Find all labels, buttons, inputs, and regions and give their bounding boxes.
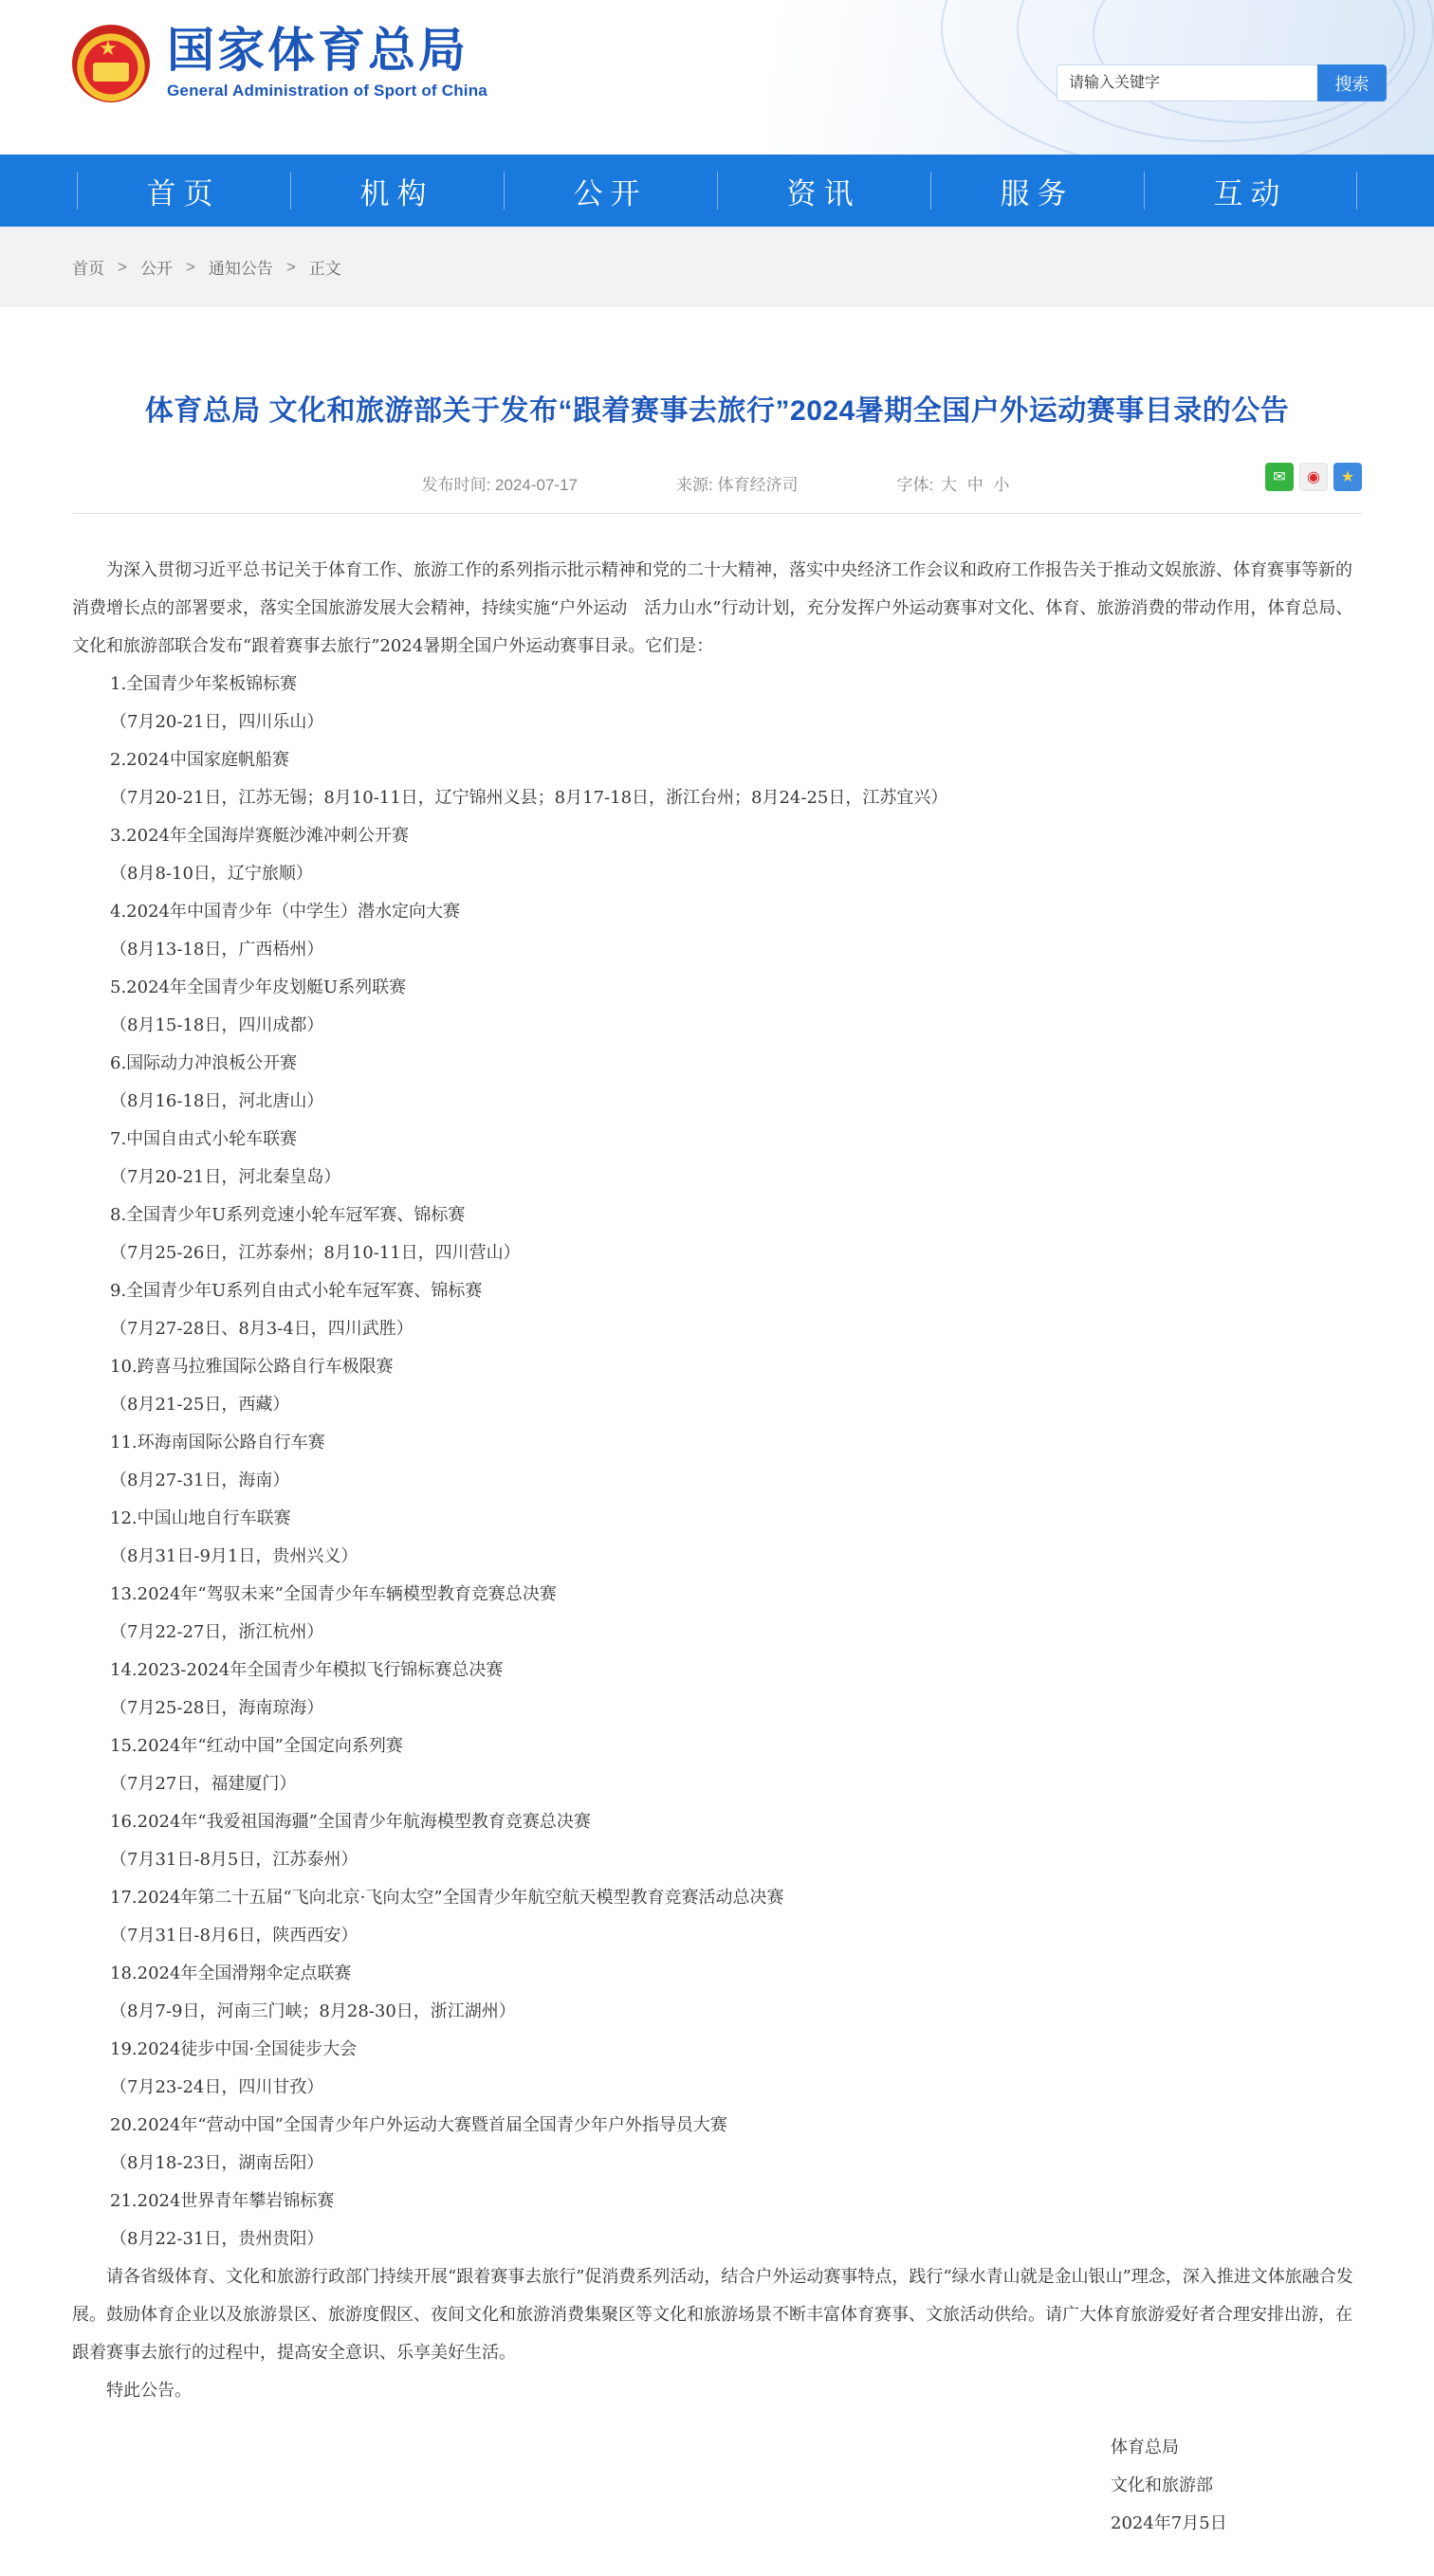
event-detail: （8月7-9日，河南三门峡；8月28-30日，浙江湖州） [110,2001,516,2021]
event-name: 1.全国青少年桨板锦标赛 [110,674,298,694]
event-detail: （8月21-25日，西藏） [110,1395,290,1415]
event-detail: （8月8-10日，辽宁旅顺） [110,864,313,884]
event-detail: （8月31日-9月1日，贵州兴义） [110,1546,358,1566]
breadcrumb-separator: > [285,257,296,276]
event-name: 4.2024年中国青少年（中学生）潜水定向大赛 [110,902,460,922]
article [0,387,1434,2543]
publish-date-label: 发布时间: [421,476,491,494]
nav-item-interaction[interactable]: 互动 [1144,155,1357,227]
breadcrumb-public[interactable]: 公开 [139,260,173,278]
event-name: 2.2024中国家庭帆船赛 [110,750,289,770]
font-size-medium[interactable]: 中 [966,476,984,494]
article-source [676,471,798,495]
breadcrumb-home[interactable]: 首页 [72,260,104,278]
event-detail: （7月23-24日，四川甘孜） [110,2077,324,2097]
event-list [72,666,1362,2258]
source-label: 来源: [676,476,713,494]
event-name: 15.2024年“红动中国”全国定向系列赛 [110,1736,403,1756]
search-button[interactable]: 搜索 [1317,64,1387,101]
event-name: 10.跨喜马拉雅国际公路自行车极限赛 [110,1357,394,1377]
breadcrumb-current: 正文 [308,260,341,278]
nav-item-news[interactable]: 资讯 [717,155,930,227]
article-closing: 请各省级体育、文化和旅游行政部门持续开展“跟着赛事去旅行”促消费系列活动，结合户外运动赛事特点，践行“绿水青山就是金山银山”理念，深入推进文体旅融合发展。鼓励体育企业以及旅游景区、旅游度假区、夜间文化和旅游消费集聚区等文化和旅游场景不断丰富体育赛事、文旅活动供给。请广大体育旅游爱好者合理安排出游，在跟着赛事去旅行的过程中，提高安全意识、乐享美好生活。 [72,2267,1353,2363]
signature-org-2: 文化和旅游部 [1111,2476,1213,2495]
source-value: 体育经济司 [717,476,799,494]
event-detail: （7月20-21日，江苏无锡；8月10-11日，辽宁锦州义县；8月17-18日，浙江台州；8月24-25日，江苏宜兴） [110,788,948,808]
event-detail: （8月22-31日，贵州贵阳） [110,2229,324,2249]
event-detail: （7月27-28日、8月3-4日，四川武胜） [110,1319,414,1339]
search-box [1057,64,1387,101]
event-name: 12.中国山地自行车联赛 [110,1508,291,1528]
event-name: 18.2024年全国滑翔伞定点联赛 [110,1964,352,1983]
nav-item-services[interactable]: 服务 [930,155,1144,227]
signature-block [72,2429,1362,2543]
event-detail: （7月20-21日，河北秦皇岛） [110,1167,341,1187]
font-size-selector [896,471,1012,495]
nav-item-home[interactable]: 首页 [77,155,290,227]
wechat-icon[interactable]: ✉ [1265,463,1294,491]
event-name: 6.国际动力冲浪板公开赛 [110,1053,298,1073]
event-name: 3.2024年全国海岸赛艇沙滩冲刺公开赛 [110,826,409,846]
share-buttons [1265,463,1362,491]
event-name: 14.2023-2024年全国青少年模拟飞行锦标赛总决赛 [110,1660,504,1680]
breadcrumb-separator: > [118,257,127,276]
signature-org-1: 体育总局 [1111,2438,1179,2457]
breadcrumb-notices[interactable]: 通知公告 [208,260,273,278]
search-input[interactable] [1057,64,1317,101]
main-nav [0,155,1434,227]
event-name: 8.全国青少年U系列竞速小轮车冠军赛、锦标赛 [110,1205,466,1225]
event-name: 19.2024徒步中国·全国徒步大会 [110,2039,358,2059]
weibo-icon[interactable]: ◉ [1299,463,1328,491]
site-header [0,0,1434,155]
signature-date: 2024年7月5日 [1111,2513,1227,2533]
article-title: 体育总局 文化和旅游部关于发布“跟着赛事去旅行”2024暑期全国户外运动赛事目录的公告 [144,395,1290,427]
site-name-cn: 国家体育总局 [167,24,469,77]
article-notice: 特此公告。 [106,2381,192,2401]
event-detail: （7月25-28日，海南琼海） [110,1698,324,1718]
article-meta [72,469,1362,514]
site-logo[interactable] [72,25,487,102]
event-name: 17.2024年第二十五届“飞向北京·飞向太空”全国青少年航空航天模型教育竞赛活动总决赛 [110,1888,784,1908]
event-detail: （8月13-18日，广西梧州） [110,940,324,959]
site-name-en: General Administration of Sport of China [167,82,487,100]
font-size-small[interactable]: 小 [993,476,1010,494]
event-name: 5.2024年全国青少年皮划艇U系列联赛 [110,977,407,997]
event-detail: （7月22-27日，浙江杭州） [110,1622,324,1642]
event-name: 7.中国自由式小轮车联赛 [110,1129,298,1149]
font-size-label: 字体: [896,476,934,494]
publish-date-value: 2024-07-17 [495,476,579,494]
article-body [72,552,1362,2410]
breadcrumb-separator: > [185,257,195,276]
event-detail: （7月31日-8月5日，江苏泰州） [110,1850,358,1870]
event-detail: （8月15-18日，四川成都） [110,1015,324,1035]
breadcrumb [0,227,1434,307]
event-name: 21.2024世界青年攀岩锦标赛 [110,2191,335,2211]
event-detail: （8月27-31日，海南） [110,1471,290,1490]
event-detail: （7月27日，福建厦门） [110,1774,297,1794]
event-detail: （7月31日-8月6日，陕西西安） [110,1926,358,1946]
event-detail: （7月25-26日，江苏泰州；8月10-11日，四川营山） [110,1243,521,1263]
event-detail: （7月20-21日，四川乐山） [110,712,324,732]
publish-date [422,471,578,495]
event-name: 16.2024年“我爱祖国海疆”全国青少年航海模型教育竞赛总决赛 [110,1812,591,1832]
article-intro: 为深入贯彻习近平总书记关于体育工作、旅游工作的系列指示批示精神和党的二十大精神，落实中央经济工作会议和政府工作报告关于推动文娱旅游、体育赛事等新的消费增长点的部署要求，落实全国旅游发展大会精神，持续实施“户外运动 活力山水”行动计划，充分发挥户外运动赛事对文化、体育、旅游消费的带动作用，体育总局、文化和旅游部联合发布“跟着赛事去旅行”2024暑期全国户外运动赛事目录。它们是： [72,560,1353,656]
event-name: 11.环海南国际公路自行车赛 [110,1433,325,1452]
event-detail: （8月16-18日，河北唐山） [110,1091,324,1111]
event-name: 9.全国青少年U系列自由式小轮车冠军赛、锦标赛 [110,1281,483,1301]
event-name: 13.2024年“驾驭未来”全国青少年车辆模型教育竞赛总决赛 [110,1584,557,1604]
event-detail: （8月18-23日，湖南岳阳） [110,2153,324,2173]
font-size-large[interactable]: 大 [940,476,957,494]
qzone-icon[interactable]: ★ [1333,463,1362,491]
nav-item-organization[interactable]: 机构 [290,155,504,227]
national-emblem-icon: ★ [72,25,150,102]
event-name: 20.2024年“营动中国”全国青少年户外运动大赛暨首届全国青少年户外指导员大赛 [110,2115,727,2135]
nav-item-public[interactable]: 公开 [504,155,717,227]
